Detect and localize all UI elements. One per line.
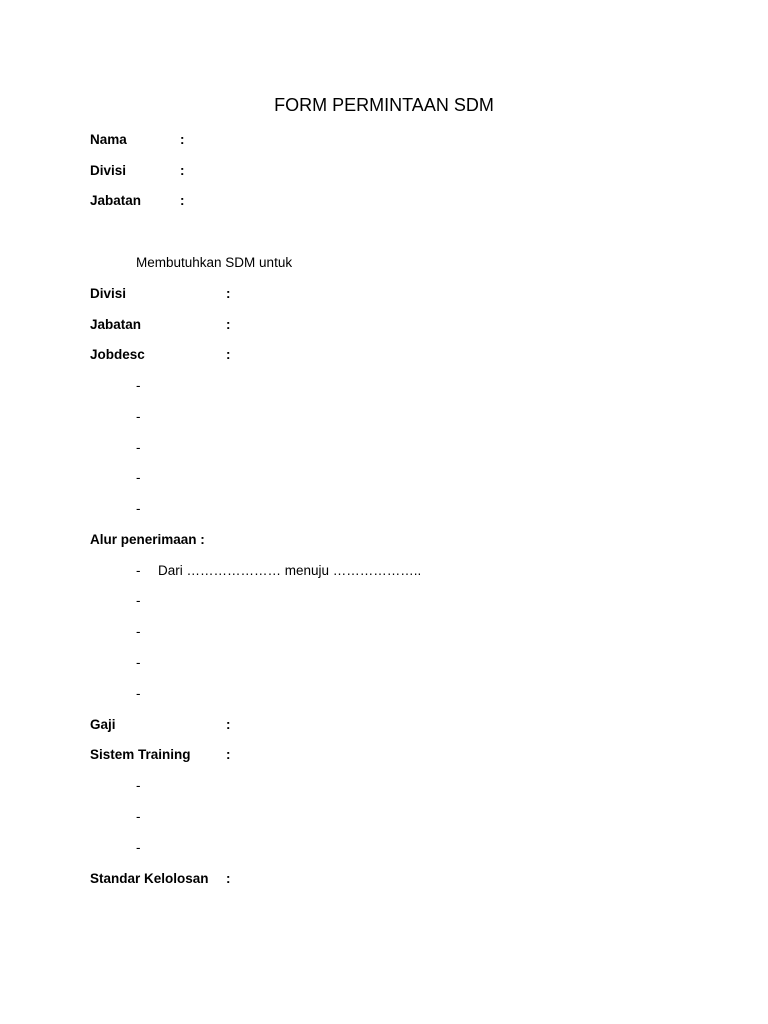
jobdesc-bullet: - xyxy=(136,440,141,455)
request-jobdesc-label: Jobdesc xyxy=(90,347,145,362)
alur-bullet: - xyxy=(136,624,141,639)
training-bullet: - xyxy=(136,809,141,824)
jobdesc-bullet: - xyxy=(136,409,141,424)
alur-bullet: - xyxy=(136,655,141,670)
field-divisi-label: Divisi xyxy=(90,163,127,178)
request-divisi-colon: : xyxy=(226,286,231,301)
request-jabatan-label: Jabatan xyxy=(90,317,142,332)
training-bullet: - xyxy=(136,778,141,793)
request-divisi-label: Divisi xyxy=(90,286,127,301)
field-jabatan-colon: : xyxy=(180,193,185,208)
gaji-colon: : xyxy=(226,717,231,732)
jobdesc-bullet: - xyxy=(136,501,141,516)
field-divisi-colon: : xyxy=(180,163,185,178)
alur-bullet: - xyxy=(136,563,141,578)
gaji-label: Gaji xyxy=(90,717,116,732)
alur-bullet: - xyxy=(136,593,141,608)
alur-bullet: - xyxy=(136,686,141,701)
field-nama-colon: : xyxy=(180,132,185,147)
field-jabatan-label: Jabatan xyxy=(90,193,142,208)
training-bullet: - xyxy=(136,840,141,855)
standar-label: Standar Kelolosan xyxy=(90,871,209,886)
jobdesc-bullet: - xyxy=(136,470,141,485)
section-intro: Membutuhkan SDM untuk xyxy=(136,255,293,270)
standar-colon: : xyxy=(226,871,231,886)
request-jabatan-colon: : xyxy=(226,317,231,332)
alur-first-item-text: Dari ………………… menuju ……………….. xyxy=(158,563,422,578)
form-title: FORM PERMINTAAN SDM xyxy=(274,95,494,115)
training-colon: : xyxy=(226,747,231,762)
request-jobdesc-colon: : xyxy=(226,347,231,362)
alur-label: Alur penerimaan : xyxy=(90,532,205,547)
training-label: Sistem Training xyxy=(90,747,191,762)
field-nama-label: Nama xyxy=(90,132,127,147)
jobdesc-bullet: - xyxy=(136,378,141,393)
